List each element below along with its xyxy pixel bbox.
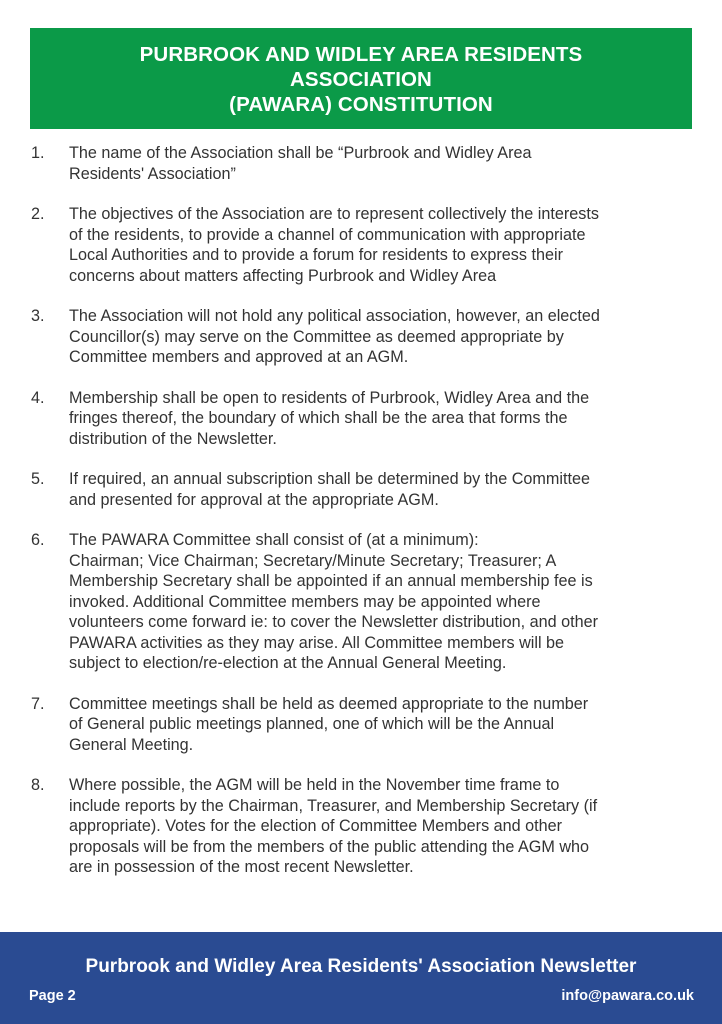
- text-line: Local Authorities and to provide a forum for residents to express their: [69, 246, 563, 264]
- item-number: 3.: [31, 307, 45, 325]
- list-item-6: [0, 530, 722, 674]
- text-line: Chairman; Vice Chairman; Secretary/Minute Secretary; Treasurer; A: [69, 551, 557, 570]
- text-line: Membership shall be open to residents of Purbrook, Widley Area and the: [69, 388, 590, 407]
- text-line: Committee meetings shall be held as deemed appropriate to the number: [69, 694, 589, 713]
- text-line: If required, an annual subscription shall be determined by the Committee: [69, 470, 590, 488]
- text-line: volunteers come forward ie: to cover the Newsletter distribution, and other: [69, 613, 599, 631]
- contact-email: info@pawara.co.uk: [561, 988, 694, 1004]
- page-number: Page 2: [29, 988, 76, 1004]
- text-line: are in possession of the most recent Newsletter.: [69, 858, 414, 876]
- text-line: subject to election/re-election at the Annual General Meeting.: [69, 654, 507, 672]
- list-item-5: [0, 469, 722, 510]
- item-text: [69, 388, 697, 450]
- item-number: 4.: [31, 388, 45, 407]
- item-text: [69, 775, 697, 878]
- item-number: 1.: [31, 144, 45, 162]
- list-item-8: [0, 775, 722, 878]
- list-item-7: [0, 694, 722, 756]
- text-line: distribution of the Newsletter.: [69, 429, 277, 448]
- item-number: 6.: [31, 531, 45, 549]
- text-line: The PAWARA Committee shall consist of (at a minimum):: [69, 531, 479, 549]
- item-text: [69, 204, 697, 286]
- text-line: General Meeting.: [69, 735, 194, 754]
- item-text: [69, 530, 697, 674]
- title-line-3: (PAWARA) CONSTITUTION: [229, 93, 493, 116]
- text-line: Membership Secretary shall be appointed if an annual membership fee is: [69, 572, 593, 590]
- newsletter-title: Purbrook and Widley Area Residents' Association Newsletter: [85, 956, 637, 977]
- item-number: 2.: [31, 205, 45, 223]
- item-number: 5.: [31, 470, 45, 488]
- text-line: fringes thereof, the boundary of which shall be the area that forms the: [69, 409, 568, 427]
- text-line: Residents' Association”: [69, 164, 236, 183]
- text-line: invoked. Additional Committee members may be appointed where: [69, 592, 541, 611]
- text-line: The objectives of the Association are to represent collectively the interests: [69, 205, 599, 223]
- text-line: proposals will be from the members of the public attending the AGM who: [69, 837, 590, 856]
- text-line: include reports by the Chairman, Treasurer, and Membership Secretary (if: [69, 796, 598, 815]
- text-line: concerns about matters affecting Purbrook and Widley Area: [69, 266, 497, 285]
- text-line: Where possible, the AGM will be held in the November time frame to: [69, 776, 560, 794]
- page-footer: [0, 932, 722, 1024]
- text-line: of the residents, to provide a channel of communication with appropriate: [69, 225, 586, 244]
- title-line-2: ASSOCIATION: [290, 68, 432, 91]
- text-line: Committee members and approved at an AGM.: [69, 348, 409, 366]
- constitution-list: [0, 143, 722, 898]
- text-line: Councillor(s) may serve on the Committee as deemed appropriate by: [69, 327, 564, 346]
- list-item-1: [0, 143, 722, 184]
- item-text: [69, 143, 697, 184]
- text-line: PAWARA activities as they may arise. All Committee members will be: [69, 633, 565, 652]
- text-line: of General public meetings planned, one of which will be the Annual: [69, 715, 555, 733]
- title-line-1: PURBROOK AND WIDLEY AREA RESIDENTS: [139, 43, 583, 66]
- list-item-2: [0, 204, 722, 286]
- text-line: appropriate). Votes for the election of Committee Members and other: [69, 817, 563, 835]
- text-line: The name of the Association shall be “Purbrook and Widley Area: [69, 144, 532, 162]
- page-title-banner: [30, 28, 692, 129]
- list-item-4: [0, 388, 722, 450]
- text-line: and presented for approval at the appropriate AGM.: [69, 490, 439, 509]
- item-text: [69, 694, 697, 756]
- item-number: 7.: [31, 694, 45, 713]
- list-item-3: [0, 306, 722, 368]
- item-text: [69, 469, 697, 510]
- item-text: [69, 306, 697, 368]
- text-line: The Association will not hold any political association, however, an elected: [69, 307, 600, 325]
- item-number: 8.: [31, 776, 45, 794]
